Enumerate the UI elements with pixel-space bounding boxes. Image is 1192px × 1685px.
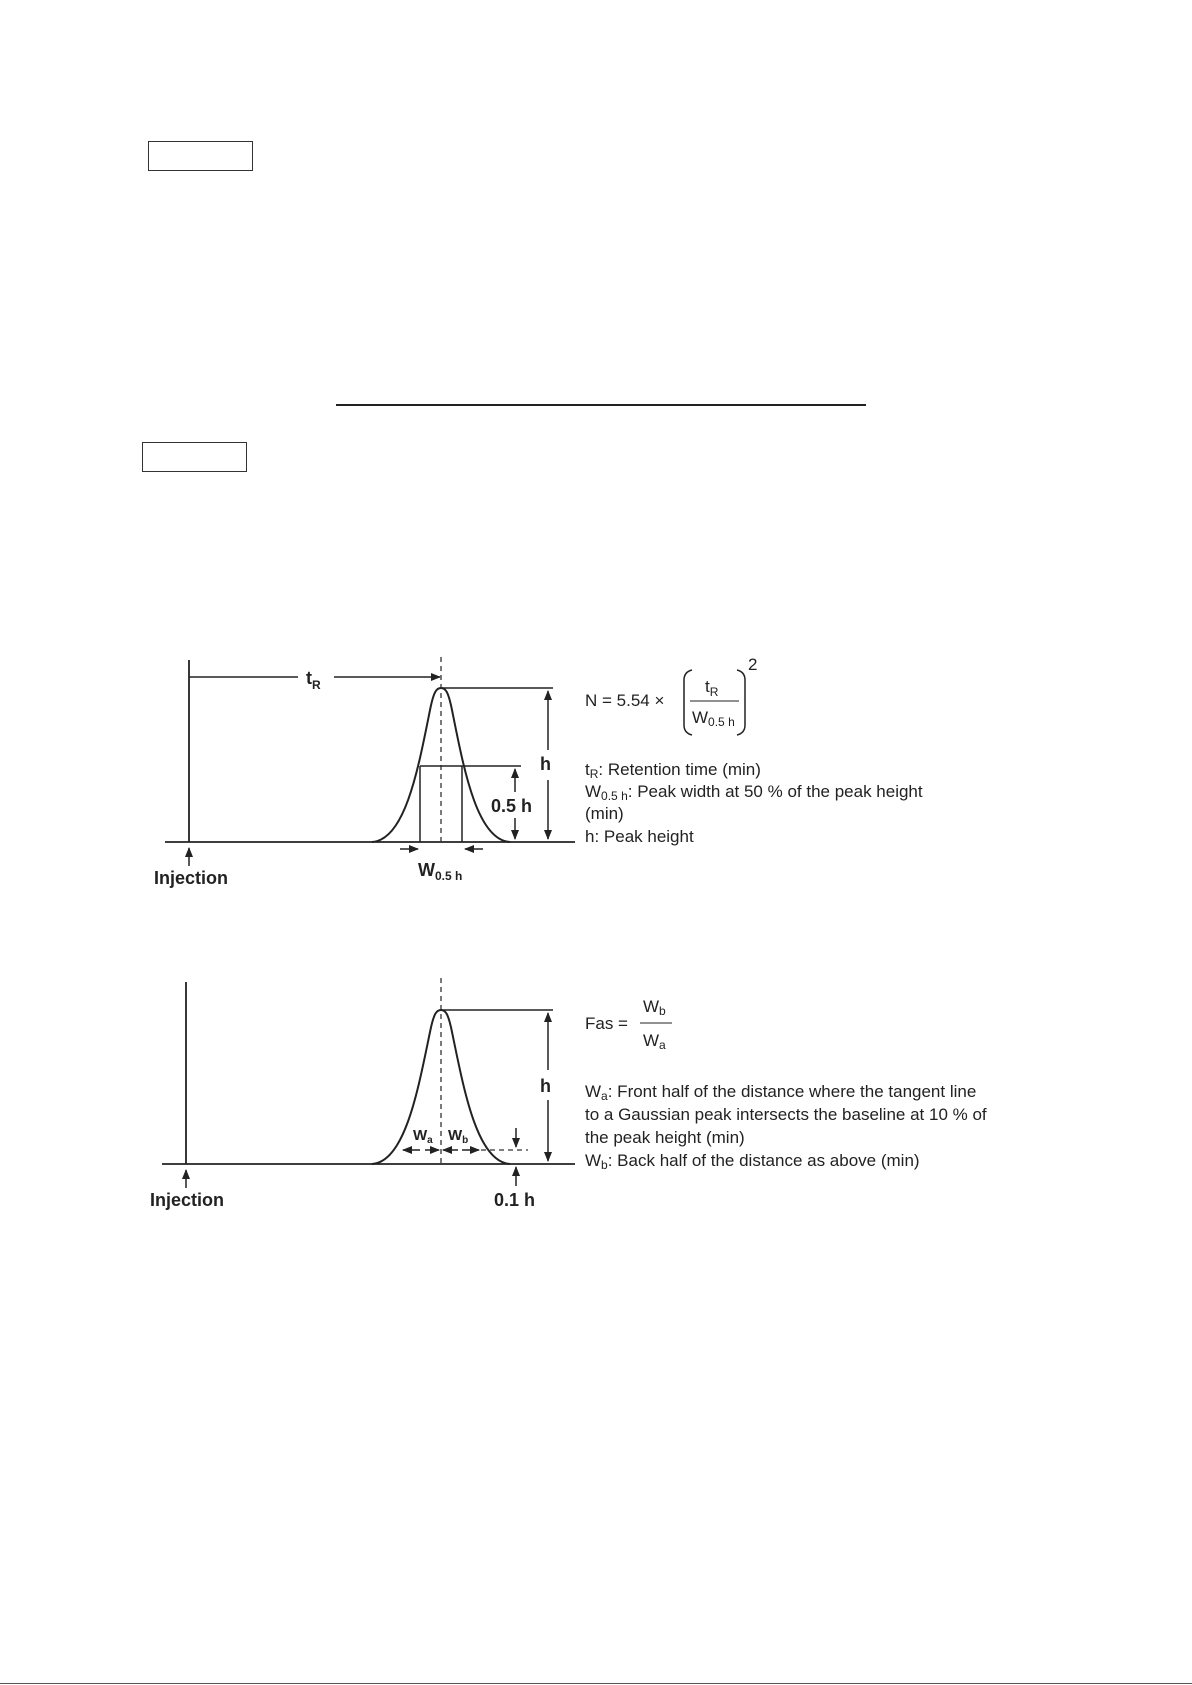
formula-denominator: W0.5 h — [692, 708, 735, 729]
plate-number-diagram — [154, 655, 923, 888]
desc-peak-width-unit: (min) — [585, 804, 624, 823]
plate-formula-lhs: N = 5.54 × — [585, 691, 665, 710]
half-width-label: $W_{0.5 h}$ — [418, 860, 463, 883]
wa-label: $W_a$ — [413, 1127, 433, 1146]
symmetry-factor-diagram — [150, 978, 987, 1210]
half-h-label: 0.5 h — [491, 796, 533, 816]
formula-right-paren — [737, 670, 745, 735]
desc-wa-line3: the peak height (min) — [585, 1128, 745, 1147]
h-label: h — [540, 1076, 551, 1096]
fas-denominator: Wa — [643, 1031, 666, 1052]
desc-wa-line2: to a Gaussian peak intersects the baseline at 10 % of — [585, 1105, 987, 1124]
formula-numerator: $t_R$ — [705, 677, 719, 699]
desc-wb: Wb: Back half of the distance as above (min) — [585, 1151, 920, 1172]
h-label: h — [540, 754, 551, 774]
desc-wa: Wa: Front half of the distance where the tangent line — [585, 1082, 977, 1103]
injection-label: Injection — [150, 1190, 225, 1210]
wb-label: $W_b$ — [448, 1127, 469, 1146]
formula-left-paren — [684, 670, 692, 735]
tenth-h-label: 0.1 h — [494, 1190, 536, 1210]
desc-peak-height: h: Peak height — [585, 827, 694, 846]
desc-peak-width: W0.5 h: Peak width at 50 % of the peak height — [585, 782, 923, 803]
fas-numerator: Wb — [643, 997, 666, 1018]
formula-exponent: 2 — [748, 655, 758, 674]
fas-formula-lhs: Fas = — [585, 1014, 628, 1033]
injection-label: Injection — [154, 868, 229, 888]
retention-time-label: $t_R$ — [306, 668, 321, 692]
page-bottom-border — [0, 1683, 1192, 1684]
desc-retention-time: tR: Retention time (min) — [585, 760, 761, 781]
